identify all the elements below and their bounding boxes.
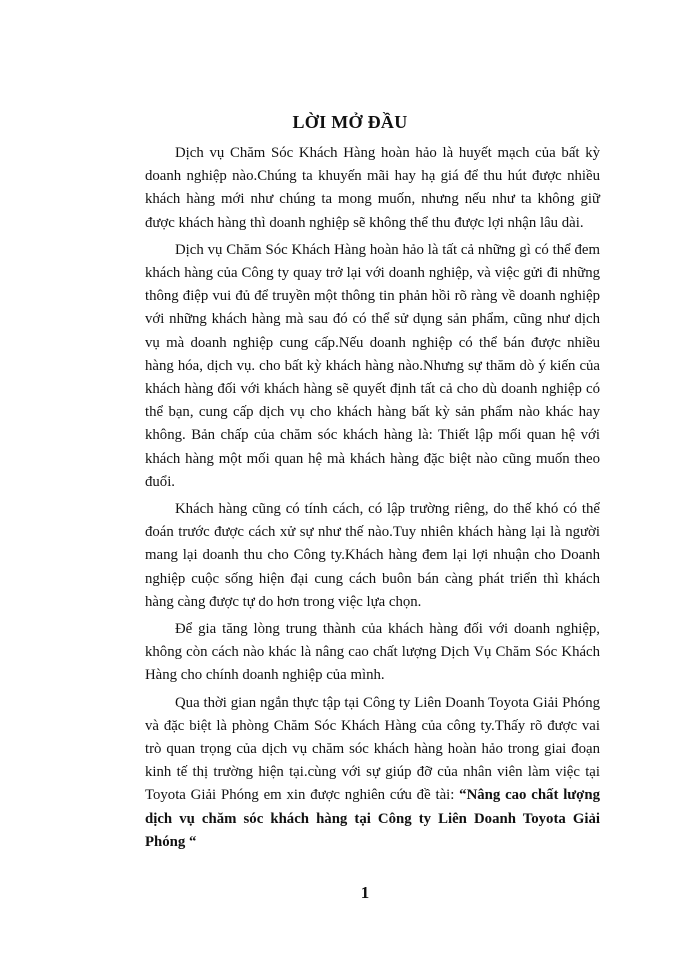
paragraph-2: Dịch vụ Chăm Sóc Khách Hàng hoàn hảo là tất cả những gì có thể đem khách hàng của Công ty quay trở lại với doanh nghiệp, và việc gửi đi những thông điệp vui đủ để truyền một thông tin phản hồi rõ ràng về doanh nghiệp với những khách hàng mà sau đó có thể sử dụng sản phẩm, cũng như dịch vụ mà doanh nghiệp cung cấp.Nếu doanh nghiệp có thể bán được nhiều hàng hóa, dịch vụ. cho bất kỳ khách hàng nào.Nhưng sự thăm dò ý kiến của khách hàng đối với khách hàng sẽ quyết định tất cả cho dù doanh nghiệp có thể bạn, cung cấp dịch vụ cho khách hàng bất kỳ sản phẩm nào khác hay không. Bản chấp của chăm sóc khách hàng là: Thiết lập mối quan hệ với khách hàng một mối quan hệ mà khách hàng đặc biệt nào cũng muốn theo đuổi.	[145, 241, 600, 490]
paragraph-1: Dịch vụ Chăm Sóc Khách Hàng hoàn hảo là huyết mạch của bất kỳ doanh nghiệp nào.Chúng ta khuyến mãi hay hạ giá để thu hút được nhiều khách hàng mới như chúng ta mong muốn, nhưng nếu như ta không giữ được khách hàng thì doanh nghiệp sẽ không thể thu được lợi nhận lâu dài.	[145, 145, 600, 231]
page-title: LỜI MỞ ĐẦU	[292, 112, 408, 132]
paragraph-5	[145, 692, 600, 854]
paragraph-5-text: Qua thời gian ngắn thực tập tại Công ty Liên Doanh Toyota Giải Phóng và đặc biệt là phòng Chăm Sóc Khách Hàng của công ty.Thấy rõ được vai trò quan trọng của dịch vụ chăm sóc khách hàng hoàn hảo trong giai đoạn kinh tế thị trường hiện tại.cùng với sự giúp đỡ của nhân viên làm việc tại Toyota Giải Phóng em xin được nghiên cứu đề tài:	[145, 694, 600, 804]
research-topic: “Nâng cao chất lượng dịch vụ chăm sóc khách hàng tại Công ty Liên Doanh Toyota Giải Phóng “	[145, 787, 600, 850]
page-number: 1	[360, 883, 370, 902]
paragraph-4: Để gia tăng lòng trung thành của khách hàng đối với doanh nghiệp, không còn cách nào khác là nâng cao chất lượng Dịch Vụ Chăm Sóc Khách Hàng cho chính doanh nghiệp của mình.	[145, 621, 600, 684]
body-text	[145, 142, 600, 854]
paragraph-3: Khách hàng cũng có tính cách, có lập trường riêng, do thế khó có thể đoán trước được cách xử sự như thế nào.Tuy nhiên khách hàng lại là người mang lại doanh thu cho Công ty.Khách hàng đem lại lợi nhuận cho Doanh nghiệp cuộc sống hiện đại cung cách buôn bán càng phát triển thì khách hàng càng được tự do hơn trong việc lựa chọn.	[145, 501, 600, 610]
